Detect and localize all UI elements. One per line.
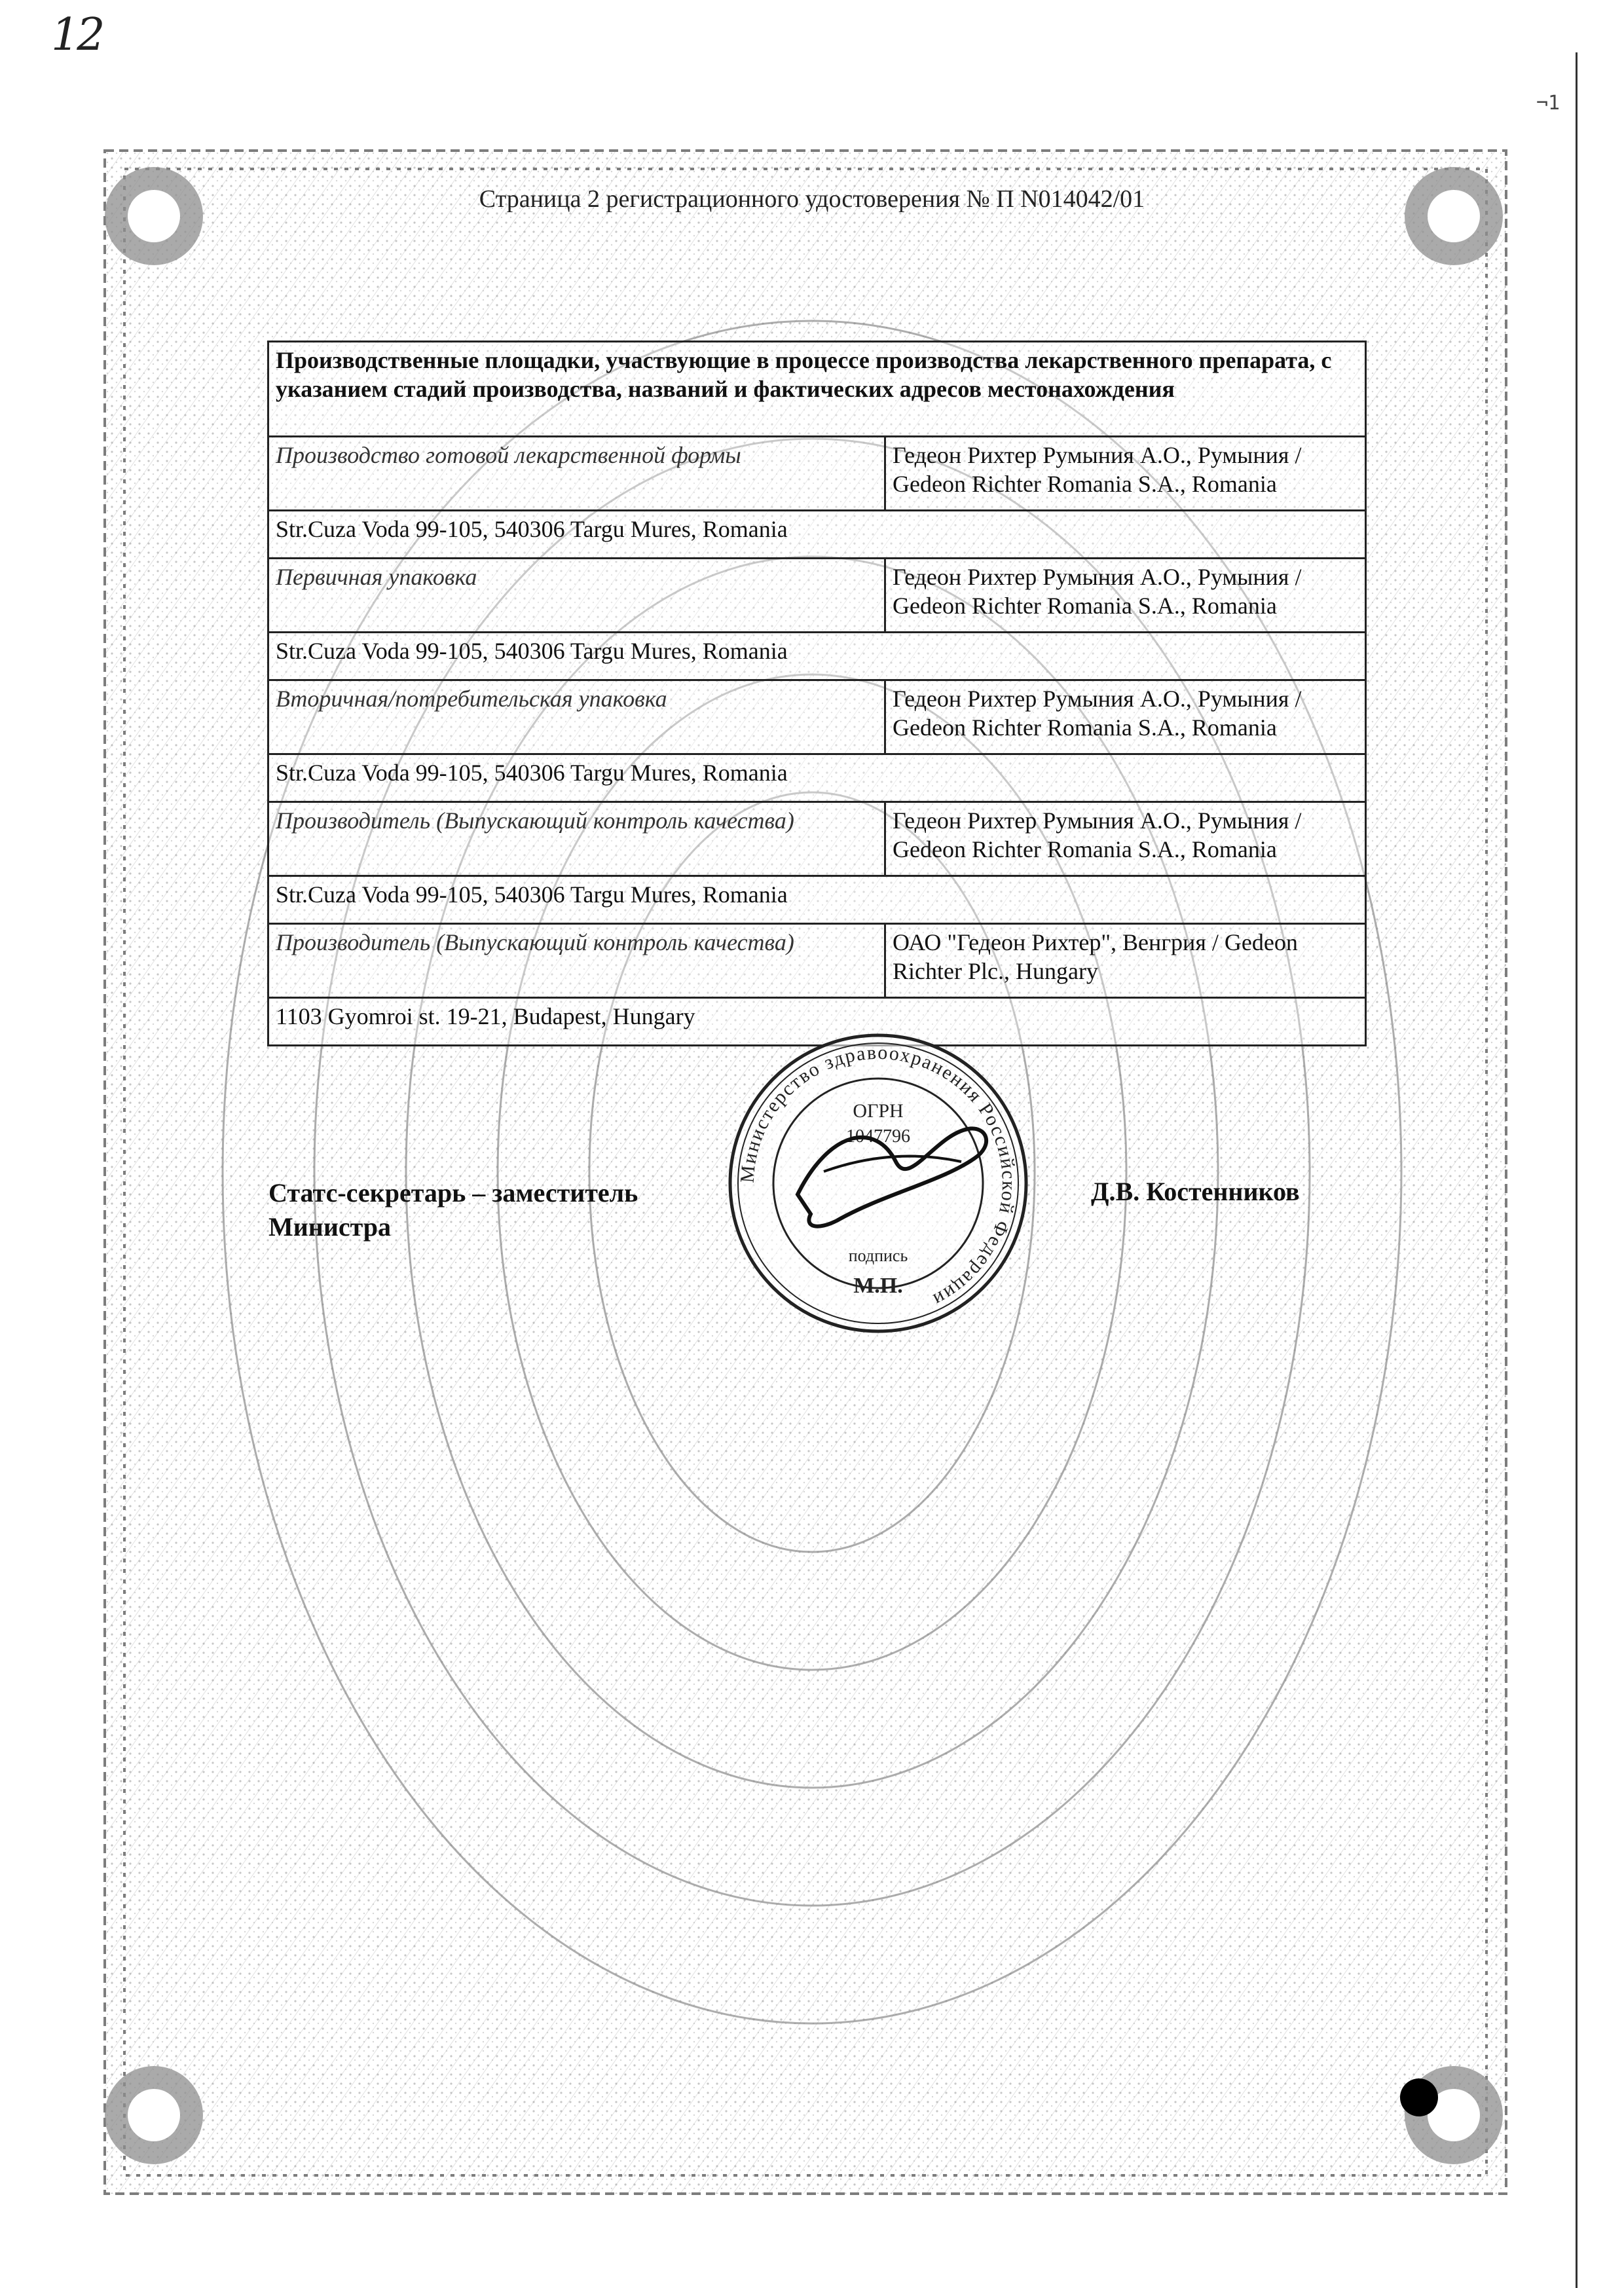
punch-hole-dot [1400,2078,1438,2116]
seal-signature-label: подпись [848,1246,908,1265]
table-row [268,924,1366,998]
company-cell: Гедеон Рихтер Румыния А.О., Румыния / Gedeon Richter Romania S.A., Romania [885,802,1366,876]
stage-cell: Производитель (Выпускающий контроль качества) [268,802,885,876]
official-seal [726,1031,1031,1336]
table-row [268,802,1366,876]
table-row [268,437,1366,511]
address-cell: Str.Cuza Voda 99-105, 540306 Targu Mures, Romania [268,633,1366,680]
address-cell: Str.Cuza Voda 99-105, 540306 Targu Mures, Romania [268,876,1366,924]
stage-cell: Вторичная/потребительская упаковка [268,680,885,754]
position-line-2: Министра [268,1212,392,1242]
table-row [268,680,1366,754]
table-row [268,754,1366,802]
seal-number: 1047796 [846,1126,910,1147]
stage-cell: Первичная упаковка [268,559,885,633]
page-header: Страница 2 регистрационного удостоверения № П N014042/01 [479,185,1145,213]
production-sites-table [267,341,1367,1046]
table-header-row [268,342,1366,437]
company-cell: Гедеон Рихтер Румыния А.О., Румыния / Gedeon Richter Romania S.A., Romania [885,437,1366,511]
seal-mp-label: М.П. [853,1274,903,1298]
signatory-position [268,1176,638,1244]
address-cell: 1103 Gyomroi st. 19-21, Budapest, Hungary [268,998,1366,1046]
signatory-name: Д.В. Костенников [1091,1177,1300,1206]
table-row [268,559,1366,633]
table-row [268,511,1366,559]
company-cell: ОАО "Гедеон Рихтер", Венгрия / Gedeon Richter Plc., Hungary [885,924,1366,998]
handwritten-page-number: 12 [51,9,103,61]
corner-mark: ¬1 [1536,92,1560,115]
company-cell: Гедеон Рихтер Румыния А.О., Румыния / Gedeon Richter Romania S.A., Romania [885,559,1366,633]
table-row [268,633,1366,680]
address-cell: Str.Cuza Voda 99-105, 540306 Targu Mures, Romania [268,511,1366,559]
table-header: Производственные площадки, участвующие в процессе производства лекарственного препарата, с указанием стадий производства, названий и фактических адресов местонахождения [268,342,1366,437]
seal-ogrn-label: ОГРН [853,1100,904,1122]
position-line-1: Статс-секретарь – заместитель [268,1178,638,1208]
table-row [268,876,1366,924]
address-cell: Str.Cuza Voda 99-105, 540306 Targu Mures, Romania [268,754,1366,802]
scan-edge-line [1576,52,1578,2288]
stage-cell: Производство готовой лекарственной формы [268,437,885,511]
company-cell: Гедеон Рихтер Румыния А.О., Румыния / Gedeon Richter Romania S.A., Romania [885,680,1366,754]
seal-ring-text: Министерство здравоохранения Российской Федерации [736,1041,1020,1312]
stage-cell: Производитель (Выпускающий контроль качества) [268,924,885,998]
